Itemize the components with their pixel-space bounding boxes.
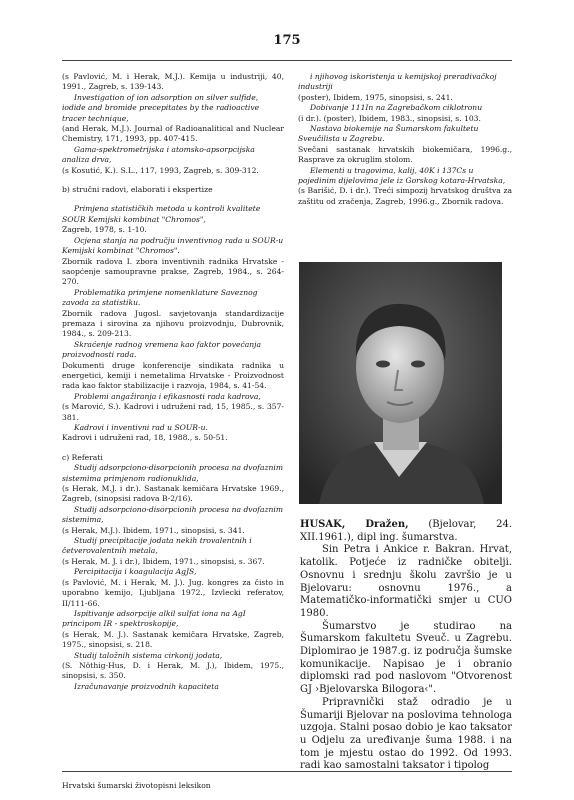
bibliography-entry: Percipitacija i koagulacija AgJS, [74,567,197,577]
section-b-entries [62,204,284,443]
bibliography-entry: Dokumenti druge konferencije sindikata radnika u energetici, kemiji i nemetalima Hrvatske - Proizvodnost rada kao faktor stabilizacije i razvoja, 1984, s. 41-54. [62,360,284,391]
section-c-entries [62,463,284,692]
bibliography-entry: Problematika primjene nomenklature Saveznog zavoda za statistiku. [62,287,258,308]
bibliography-entry: Studij taložnih sistema cirkonij jodata, [74,650,223,660]
portrait-photo [299,262,502,504]
bio-name: HUSAK, Dražen, [300,519,409,530]
bibliography-entry: (s Pavlović, M. i Herak, M.J.). Kemija u industriji, 40, 1991., Zagreb, s. 139-143. [62,72,284,92]
left-column [62,72,284,692]
bibliography-entry: (i dr.). (poster), Ibidem, 1983., sinopsisi, s. 103. [298,113,481,123]
bibliography-entry: Studij adsorpciono-disorpcionih procesa na dvofaznim sistemima primjenom radionuklida, [62,463,284,483]
bibliography-entry: (s Herak, M. J. i dr.), Ibidem, 1971., sinopsisi, s. 367. [62,556,265,566]
bibliography-entry: (s Kosutić, K.). S.L., 117, 1993, Zagreb, s. 309-312. [62,165,259,175]
bibliography-entry: (poster), Ibidem, 1975, sinopsisi, s. 241. [298,92,453,102]
bibliography-entry: (s Marović, S.). Kadrovi i udruženi rad, 15, 1985., s. 357-381. [62,402,284,422]
top-rule [62,60,512,61]
section-b-heading: b) stručni radovi, elaborati i ekspertize [62,185,213,195]
bibliography-entry: Nastava biokemije na Šumarskom fakultetu Sveučilista u Zagrebu. [298,124,479,144]
bibliography-entry: Problemi angažiranja i efikasnosti rada kadrova, [74,391,261,401]
bibliography-entry: Investigation of ion adsorption on silver sulfide, iodide and bromide precepitates by the radioactive tracer technique, [62,92,260,123]
bio-paragraph: Pripravnički staž odradio je u Šumariji Bjelovar na poslovima tehnologa uzgoja. Stalni posao dobio je kao taksator u Odjelu za uređivanje šuma 1988. i na tom je mjestu ostao do 1992. Od 1993. radi kao samostalni taksator i tipolog [300,696,512,772]
bibliography-entry: Ocjena stanja na području inventivnog rada u SOUR-u Kemijski kombinat "Chromos". [62,235,284,256]
page-number: 175 [273,33,301,48]
bibliography-entry: (s Barišić, D. i dr.). Treći simpozij hrvatskog društva za zaštitu od zračenja, Zagreb, 1996.g., Zbornik radova. [298,186,512,206]
bibliography-entry: (s Herak, M.J. i dr.). Sastanak kemičara Hrvatske 1969., Zagreb, (sinopsisi radova B-2/16). [62,484,284,504]
bibliography-entry: Studij adsorpciono-disorpcionih procesa na dvofaznim sistemima, [62,504,284,525]
bibliography-entry: Zbornik radova Jugosl. savjetovanja standardizacije premaza i sirovina za njihovu proizvodnju, Dubrovnik, 1984., s. 209-213. [62,308,284,339]
bibliography-entry: i njihovog iskoristenja u kemijskoj preradivačkoj industriji [298,72,497,92]
bibliography-entry: (and Herak, M.J.). Journal of Radioanalitical and Nuclear Chemistry, 171, 1993, pp. 407-415. [62,124,284,144]
bibliography-entry: Zagreb, 1978, s. 1-10. [62,225,147,235]
bibliography-entry: Zbornik radova I. zbora inventivnih radnika Hrvatske - saopćenje samoupravne prakse, Zagreb, 1984., s. 264-270. [62,256,284,287]
bio-intro: (Bjelovar, 24. XII.1961.), dipl ing. šumarstva. [300,519,512,543]
bibliography-entry: (s Pavlović, M. i Herak, M. J.). Jug. kongres za čisto in uporabno kemijo, Ljubljana 1972., Izvlecki referatov, II/111-66. [62,577,284,608]
right-column [298,72,512,207]
bio-paragraph: Šumarstvo je studirao na Šumarskom fakultetu Sveuč. u Zagrebu. Diplomirao je 1987.g. iz područja šumske komunikacije. Napisao je i obranio diplomski rad pod naslovom "Otvorenost GJ ›Bjelovarska Bilogora‹". [300,620,512,696]
bibliography-entry: (s Herak, M.J.). Ibidem, 1971., sinopsisi, s. 341. [62,525,245,535]
bibliography-entry: Svečani sastanak hrvatskih biokemičara, 1996.g., Rasprave za okruglim stolom. [298,144,512,165]
bibliography-entry: Izračunavanje proizvodnih kapaciteta [74,681,219,691]
bibliography-entry: Elementi u tragovima, kalij, 40K i 137Cs u pojedinim dijelovima jele iz Gorskog kotara-Hrvatska, [298,165,506,186]
bibliography-entry: (s Herak, M. J.). Sastanak kemičara Hrvatske, Zagreb, 1975., sinopsisi, s. 218. [62,629,284,650]
footer-title: Hrvatski šumarski životopisni leksikon [62,781,211,790]
bibliography-entry: Skraćenje radnog vremena kao faktor povećanja proizvodnosti rada. [62,339,262,360]
bibliography-entry: Gama-spektrometrijska i atomsko-apsorpcijska analiza drva, [62,144,255,165]
portrait-image [299,262,502,504]
biography [300,519,512,773]
bibliography-entry: Ispitivanje adsorpcije alkil sulfat iona na AgI principom IR - spektroskopije, [62,608,246,629]
section-c-heading: c) Referati [62,452,103,462]
bio-paragraph: Sin Petra i Ankice r. Bakran. Hrvat, katolik. Potjeće iz radničke obitelji. Osnovnu i srednju školu završio je u Bjelovaru: osnovnu 1976., a Matematičko-informatički smjer u CUO 1980. [300,544,512,619]
bibliography-entry: Kadrovi i udruženi rad, 18, 1988., s. 50-51. [62,433,228,443]
bibliography-entry: Primjena statističkih metoda u kontroli kvalitete SOUR Kemijski kombinat "Chromos", [62,204,261,224]
bottom-rule [62,771,512,772]
left-top-entries [62,72,284,176]
bibliography-entry: (S. Nöthig-Hus, D. i Herak, M. J.), Ibidem, 1975., sinopsisi, s. 350. [62,660,284,681]
bibliography-entry: Dobivanje 111In na Zagrebačkom ciklotronu [310,103,483,113]
bibliography-entry: Studij precipitacije jodata nekih trovalentnih i četverovalentnih metala, [62,536,252,556]
right-entries [298,72,512,207]
bibliography-entry: Kadrovi i inventivni rad u SOUR-u. [74,423,208,432]
